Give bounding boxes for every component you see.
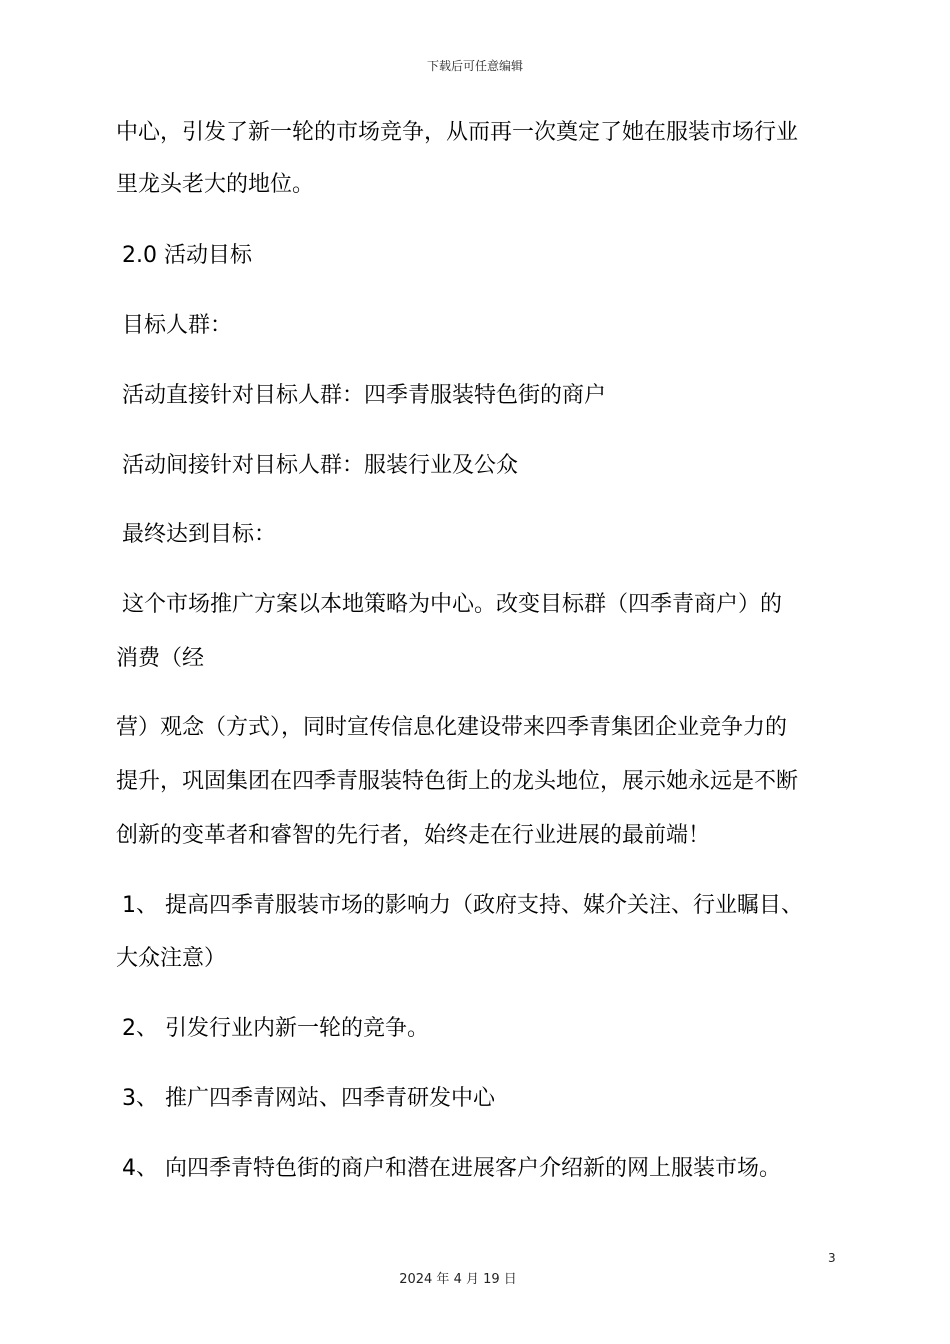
paragraph-line: 活动间接针对目标人群：服装行业及公众	[122, 453, 519, 478]
paragraph-line: 提升，巩固集团在四季青服装特色街上的龙头地位，展示她永远是不断	[116, 769, 799, 794]
section-heading: 2.0 活动目标	[122, 243, 252, 268]
paragraph-line: 里龙头老大的地位。	[116, 172, 315, 197]
paragraph-line: 中心，引发了新一轮的市场竞争，从而再一次奠定了她在服装市场行业	[116, 120, 799, 145]
paragraph-line: 营）观念（方式），同时宣传信息化建设带来四季青集团企业竞争力的	[116, 715, 788, 740]
page-number: 3	[828, 1251, 836, 1265]
header-note: 下载后可任意编辑	[426, 59, 523, 73]
paragraph-line: 目标人群：	[122, 313, 233, 338]
paragraph-line: 创新的变革者和睿智的先行者，始终走在行业进展的最前端！	[116, 823, 711, 848]
footer-date: 2024 年 4 月 19 日	[399, 1272, 517, 1287]
list-item: 2、 引发行业内新一轮的竞争。	[122, 1016, 429, 1041]
list-item: 1、 提高四季青服装市场的影响力（政府支持、媒介关注、行业瞩目、	[122, 893, 803, 918]
paragraph-line: 活动直接针对目标人群：四季青服装特色街的商户	[122, 383, 607, 408]
paragraph-line: 消费（经	[116, 646, 205, 671]
list-item-continuation: 大众注意）	[116, 946, 227, 971]
list-item: 3、 推广四季青网站、四季青研发中心	[122, 1086, 495, 1111]
paragraph-line: 这个市场推广方案以本地策略为中心。改变目标群（四季青商户）的	[122, 592, 783, 617]
paragraph-line: 最终达到目标：	[122, 522, 277, 547]
list-item: 4、 向四季青特色街的商户和潜在进展客户介绍新的网上服装市场。	[122, 1156, 781, 1181]
